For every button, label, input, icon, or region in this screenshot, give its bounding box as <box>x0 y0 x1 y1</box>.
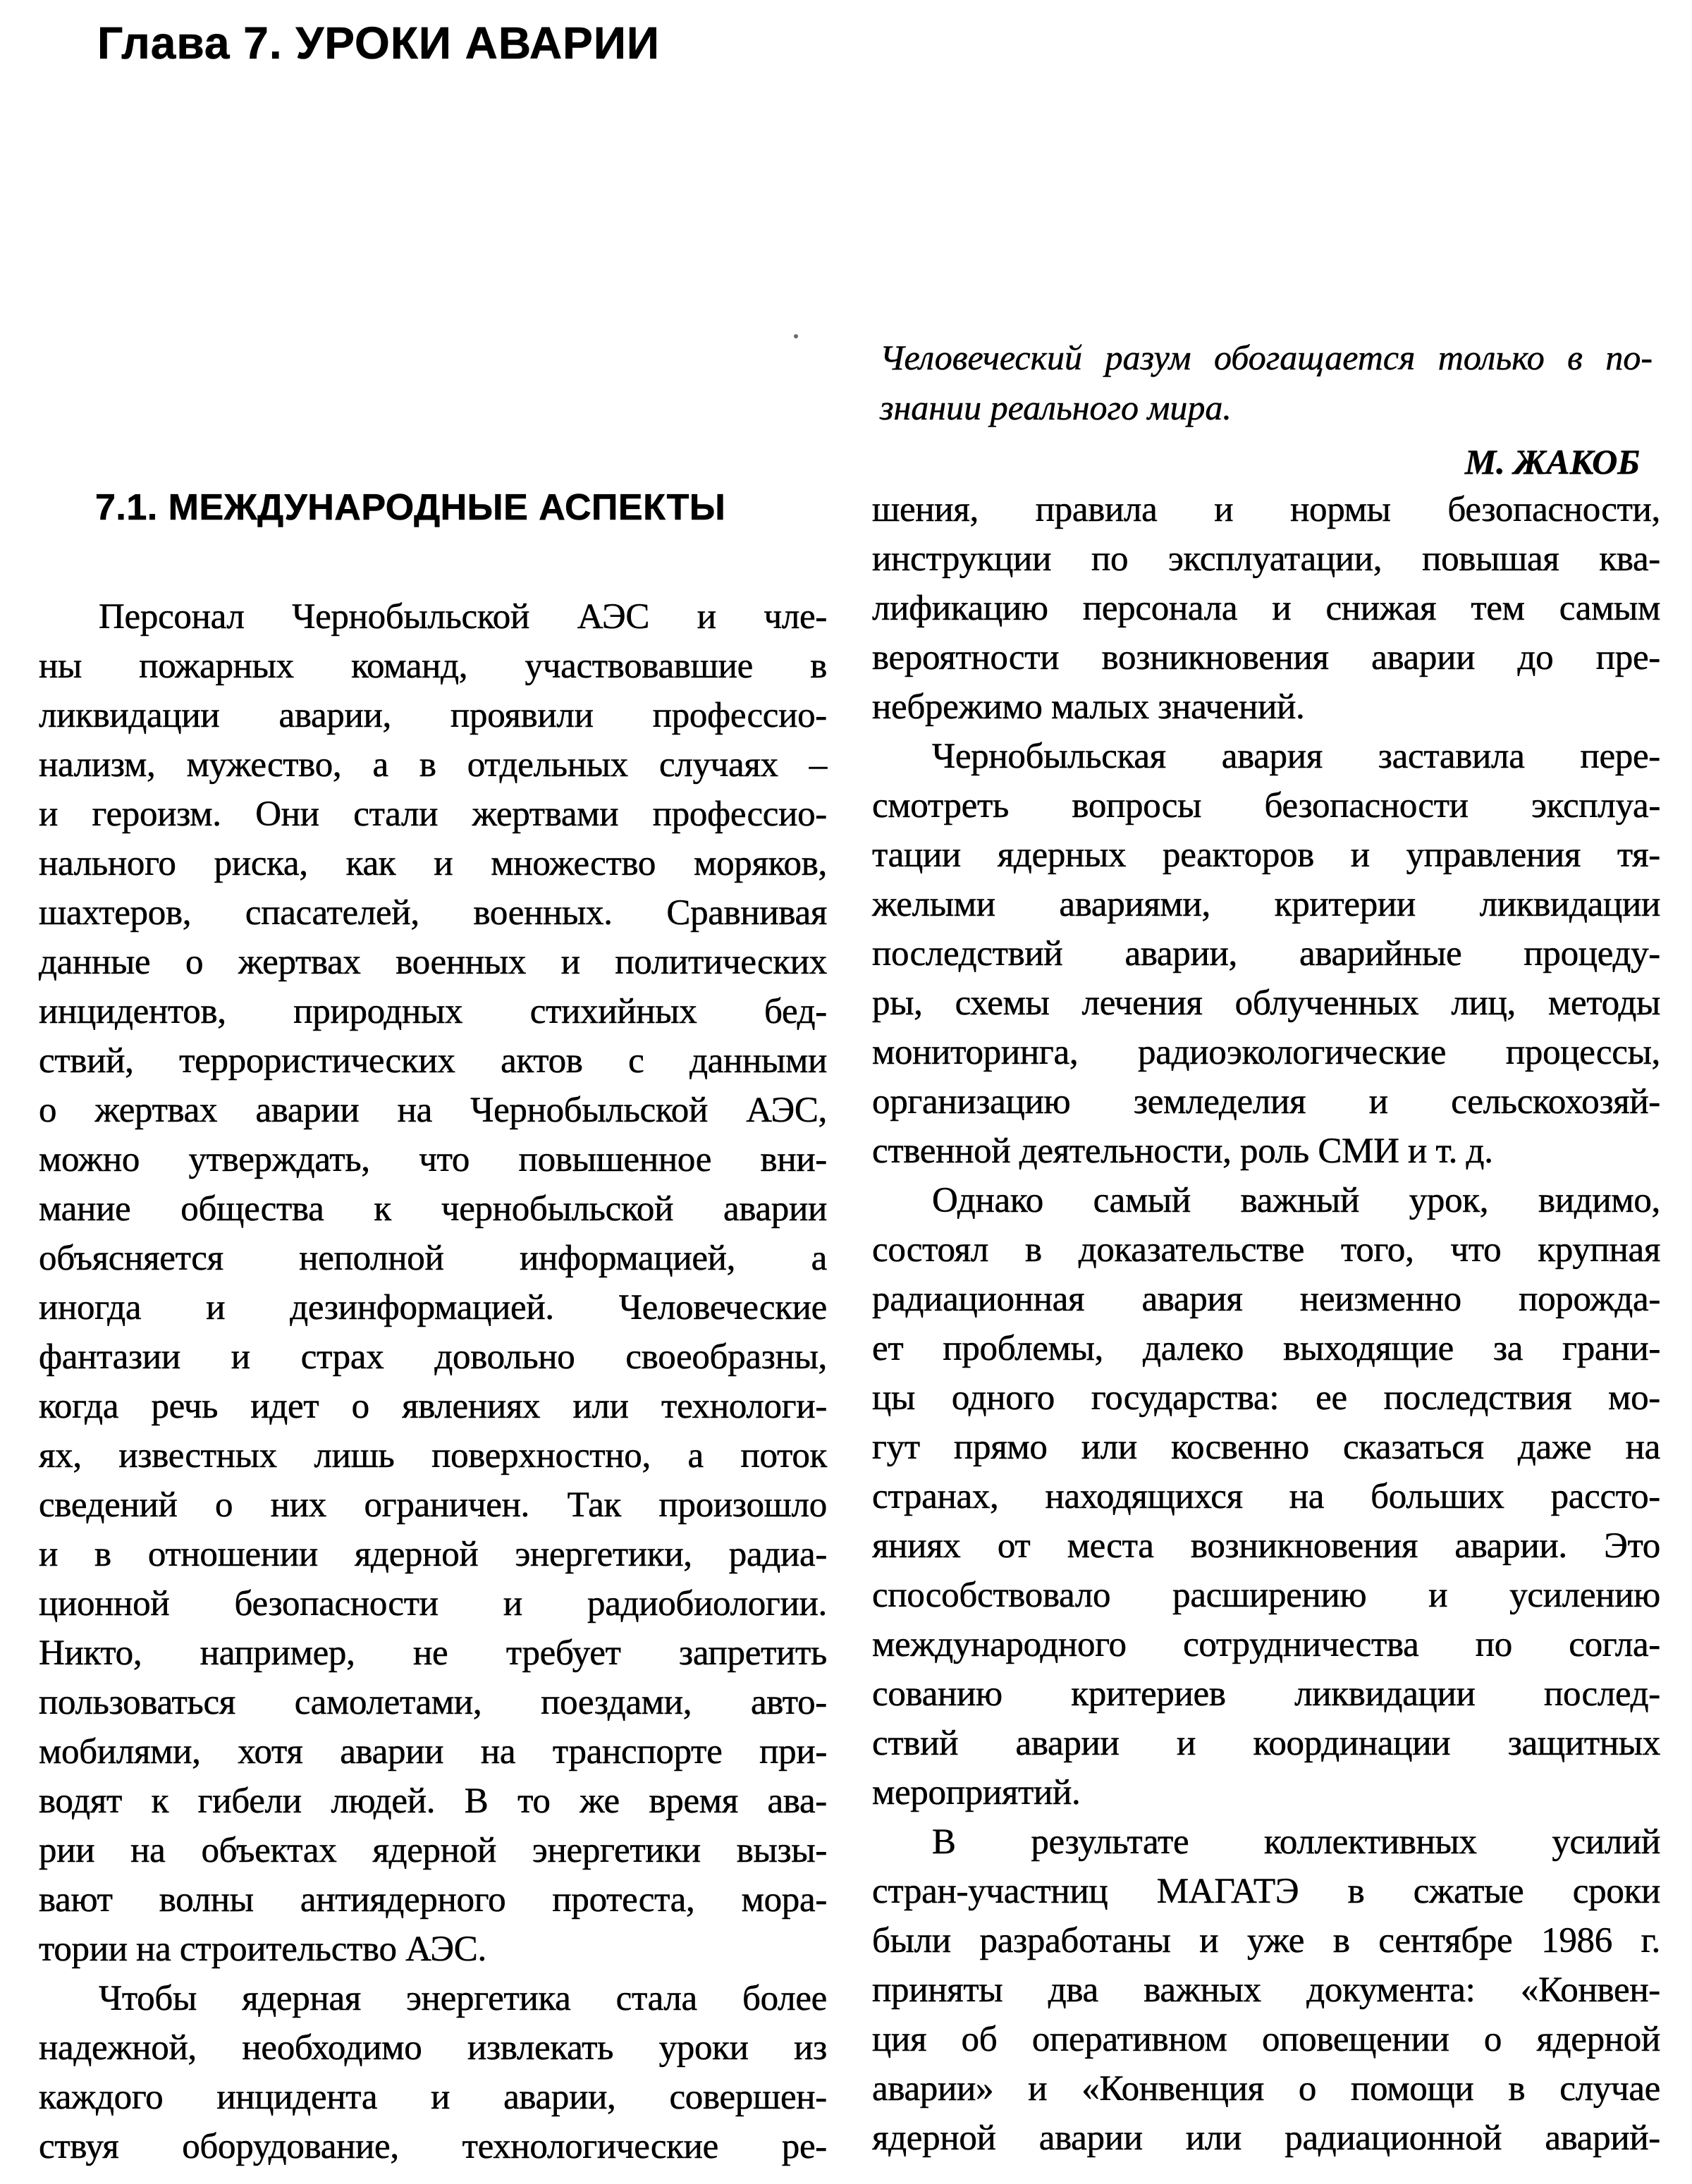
text-line: были разработаны и уже в сентябре 1986 г. <box>872 1921 1660 1961</box>
paragraph <box>872 1176 1660 1817</box>
text-line: Человеческий разум обогащается только в по- <box>880 338 1653 377</box>
text-line: когда речь идет о явлениях или технологи- <box>39 1387 827 1426</box>
epigraph-text <box>880 333 1653 433</box>
text-line: рии на объектах ядерной энергетики вызы- <box>39 1831 827 1870</box>
right-column-text <box>872 485 1660 2163</box>
text-line: объясняется неполной информацией, а <box>39 1239 827 1278</box>
text-line: шения, правила и нормы безопасности, <box>872 490 1660 529</box>
paragraph <box>39 1974 827 2171</box>
text-line: ликвидации аварии, проявили профессио- <box>39 696 827 735</box>
text-line: ственной деятельности, роль СМИ и т. д. <box>872 1131 1493 1171</box>
text-line: нального риска, как и множество моряков, <box>39 844 827 883</box>
text-line: инструкции по эксплуатации, повышая ква- <box>872 539 1660 579</box>
text-line: иногда и дезинформацией. Человеческие <box>39 1288 827 1327</box>
text-line: инцидентов, природных стихийных бед- <box>39 992 827 1031</box>
text-line: вероятности возникновения аварии до пре- <box>872 638 1660 677</box>
text-line: стран-участниц МАГАТЭ в сжатые сроки <box>872 1872 1660 1911</box>
text-line: международного сотрудничества по согла- <box>872 1625 1660 1664</box>
paragraph <box>872 732 1660 1176</box>
text-line: желыми авариями, критерии ликвидации <box>872 885 1660 924</box>
text-line: мание общества к чернобыльской аварии <box>39 1189 827 1229</box>
text-line: надежной, необходимо извлекать уроки из <box>39 2028 827 2068</box>
text-line: яниях от места возникновения аварии. Это <box>872 1526 1660 1566</box>
text-line: знании реального мира. <box>880 388 1232 427</box>
text-line: смотреть вопросы безопасности эксплуа- <box>872 786 1660 826</box>
text-line: ет проблемы, далеко выходящие за грани- <box>872 1329 1660 1368</box>
left-column <box>39 485 827 2171</box>
text-line: В результате коллективных усилий <box>932 1822 1660 1862</box>
text-line: можно утверждать, что повышенное вни- <box>39 1140 827 1179</box>
text-line: приняты два важных документа: «Конвен- <box>872 1970 1660 2010</box>
text-line: ры, схемы лечения облученных лиц, методы <box>872 983 1660 1023</box>
text-line: ях, известных лишь поверхностно, а поток <box>39 1436 827 1476</box>
text-line: лификацию персонала и снижая тем самым <box>872 589 1660 628</box>
text-line: данные о жертвах военных и политических <box>39 943 827 982</box>
text-line: гут прямо или косвенно сказаться даже на <box>872 1428 1660 1467</box>
text-line: пользоваться самолетами, поездами, авто- <box>39 1683 827 1722</box>
text-line: ядерной аварии или радиационной аварий- <box>872 2118 1660 2158</box>
text-line: радиационная авария неизменно порожда- <box>872 1280 1660 1319</box>
text-line: цы одного государства: ее последствия мо- <box>872 1378 1660 1418</box>
text-line: ны пожарных команд, участвовавшие в <box>39 646 827 686</box>
left-column-text <box>39 592 827 2171</box>
text-line: шахтеров, спасателей, военных. Сравнивая <box>39 893 827 933</box>
text-line: Чтобы ядерная энергетика стала более <box>99 1979 827 2018</box>
text-line: небрежимо малых значений. <box>872 687 1305 727</box>
text-line: тации ядерных реакторов и управления тя- <box>872 835 1660 875</box>
right-column <box>872 485 1660 2163</box>
text-line: ствий аварии и координации защитных <box>872 1724 1660 1763</box>
text-line: Однако самый важный урок, видимо, <box>932 1181 1660 1220</box>
text-line: нализм, мужество, а в отдельных случаях – <box>39 745 827 785</box>
text-line: сованию критериев ликвидации послед- <box>872 1674 1660 1714</box>
text-line: организацию земледелия и сельскохозяй- <box>872 1082 1660 1122</box>
text-line: мероприятий. <box>872 1773 1081 1812</box>
text-line: способствовало расширению и усилению <box>872 1576 1660 1615</box>
text-line: сведений о них ограничен. Так произошло <box>39 1485 827 1525</box>
text-line: и героизм. Они стали жертвами профессио- <box>39 795 827 834</box>
text-line: мониторинга, радиоэкологические процессы, <box>872 1033 1660 1072</box>
scan-artifact-dot <box>794 334 798 338</box>
text-line: ция об оперативном оповещении о ядерной <box>872 2020 1660 2059</box>
text-line: вают волны антиядерного протеста, мора- <box>39 1880 827 1920</box>
text-line: последствий аварии, аварийные процеду- <box>872 934 1660 974</box>
text-line: каждого инцидента и аварии, совершен- <box>39 2078 827 2117</box>
paragraph <box>39 592 827 1974</box>
text-line: странах, находящихся на больших рассто- <box>872 1477 1660 1516</box>
paragraph <box>872 485 1660 732</box>
text-line: ционной безопасности и радиобиологии. <box>39 1584 827 1624</box>
section-heading: 7.1. МЕЖДУНАРОДНЫЕ АСПЕКТЫ <box>95 487 726 528</box>
text-line: состоял в доказательстве того, что крупная <box>872 1230 1660 1270</box>
chapter-title: Глава 7. УРОКИ АВАРИИ <box>97 18 660 68</box>
epigraph-attribution: М. ЖАКОБ <box>1464 442 1640 481</box>
text-line: ствий, террористических актов с данными <box>39 1041 827 1081</box>
text-line: ствуя оборудование, технологические ре- <box>39 2127 827 2166</box>
text-line: и в отношении ядерной энергетики, радиа- <box>39 1535 827 1574</box>
text-line: мобилями, хотя аварии на транспорте при- <box>39 1732 827 1772</box>
text-line: Никто, например, не требует запретить <box>39 1633 827 1673</box>
text-line: аварии» и «Конвенция о помощи в случае <box>872 2069 1660 2109</box>
text-line: водят к гибели людей. В то же время ава- <box>39 1781 827 1821</box>
text-line: Персонал Чернобыльской АЭС и чле- <box>99 597 827 637</box>
text-line: тории на строительство АЭС. <box>39 1930 486 1969</box>
paragraph <box>872 1817 1660 2163</box>
text-line: о жертвах аварии на Чернобыльской АЭС, <box>39 1091 827 1130</box>
epigraph <box>880 333 1653 487</box>
text-line: фантазии и страх довольно своеобразны, <box>39 1337 827 1377</box>
text-line: Чернобыльская авария заставила пере- <box>932 737 1660 776</box>
